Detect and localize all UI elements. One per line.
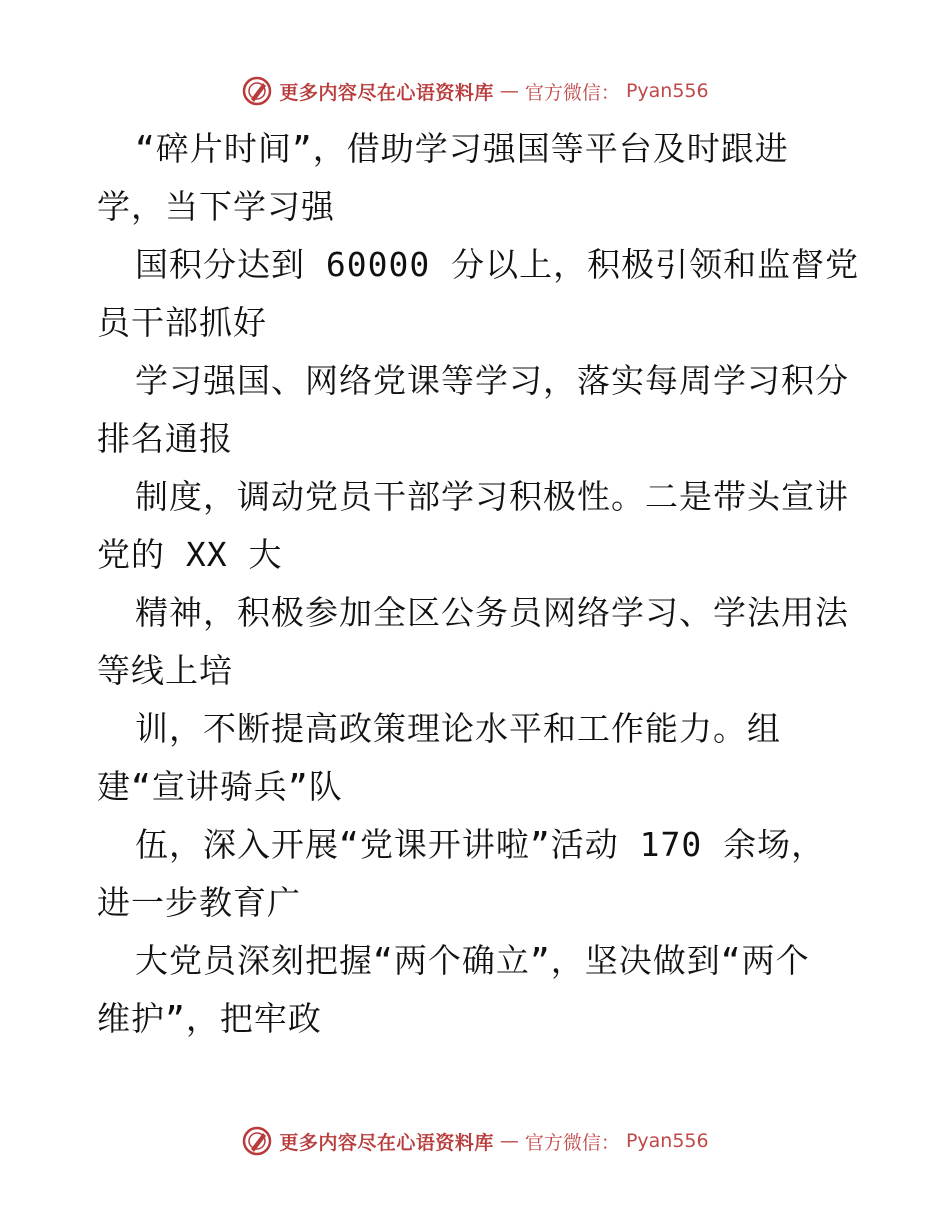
text-line: 排名通报 [97, 419, 233, 458]
red-circle-pen-logo-icon [241, 1125, 273, 1157]
text-line: “碎片时间”，借助学习强国等平台及时跟进 [135, 129, 789, 168]
text-line: 员干部抓好 [97, 303, 267, 342]
text-line: 等线上培 [97, 651, 233, 690]
text-line: 训，不断提高政策理论水平和工作能力。组 [135, 709, 781, 748]
text-line: 建“宣讲骑兵”队 [97, 767, 343, 806]
text-line: 精神，积极参加全区公务员网络学习、学法用法 [135, 593, 849, 632]
watermark-dash: — [499, 1130, 519, 1152]
watermark-text: 更多内容尽在心语资料库 [279, 81, 494, 104]
red-circle-pen-logo-icon [241, 75, 273, 107]
watermark-wechat-id: Pyan556 [625, 1130, 709, 1152]
text-line: 进一步教育广 [97, 883, 301, 922]
header-watermark [0, 71, 950, 111]
footer-watermark [0, 1121, 950, 1161]
watermark-wechat-label: 官方微信： [524, 1131, 620, 1154]
text-line: 伍，深入开展“党课开讲啦”活动 170 余场， [135, 825, 826, 864]
watermark-dash: — [499, 80, 519, 102]
text-line: 党的 XX 大 [97, 535, 283, 574]
document-body [97, 120, 877, 1048]
watermark-wechat-id: Pyan556 [625, 80, 709, 102]
text-line: 制度，调动党员干部学习积极性。二是带头宣讲 [135, 477, 849, 516]
text-line: 大党员深刻把握“两个确立”，坚决做到“两个 [135, 941, 810, 980]
watermark-wechat-label: 官方微信： [524, 81, 620, 104]
text-line: 学习强国、网络党课等学习，落实每周学习积分 [135, 361, 849, 400]
text-line: 学，当下学习强 [97, 187, 335, 226]
text-line: 维护”，把牢政 [97, 999, 322, 1038]
watermark-text: 更多内容尽在心语资料库 [279, 1131, 494, 1154]
text-line: 国积分达到 60000 分以上，积极引领和监督党 [135, 245, 860, 284]
